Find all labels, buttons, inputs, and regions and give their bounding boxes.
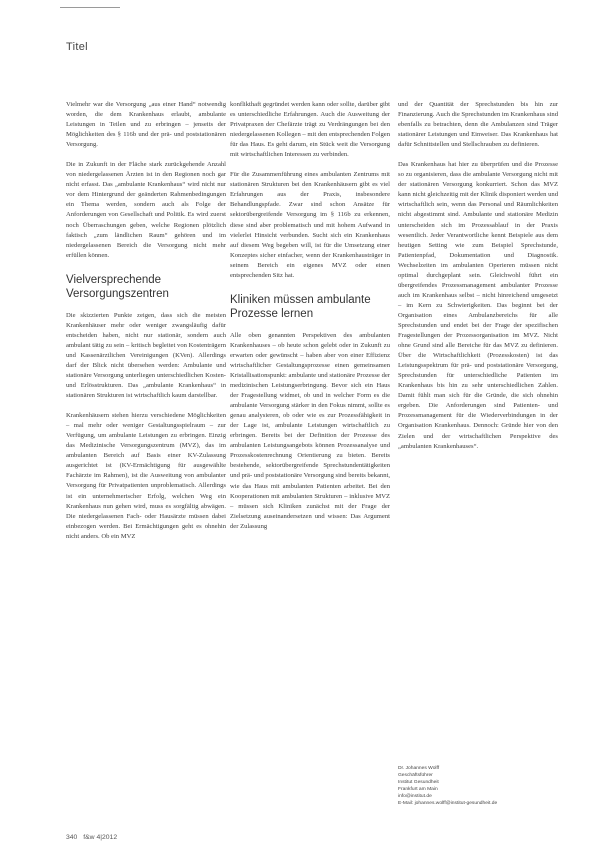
header-rule xyxy=(60,7,120,8)
page-header-title: Titel xyxy=(66,41,88,53)
paragraph: konflikthaft gegründet werden kann oder sollte, darüber gibt es unterschiedliche Erfahrungen. Auch die Ausweitung der Privatpraxen der Chefärzte trägt zu Verdrängungen bei den niedergelassenen Kollegen – mit den entsprechenden Folgen für das Haus. Es geht darum, ein Stück weit die Versorgung mit wirtschaftlichen Interessen zu verbinden. xyxy=(230,101,390,159)
issue-label: f&w 4|2012 xyxy=(83,834,118,841)
page-number: 340 xyxy=(66,834,78,841)
author-contact: info@institut.de xyxy=(398,794,432,799)
text-column-2 xyxy=(230,100,390,532)
paragraph: Die skizzierten Punkte zeigen, dass sich die meisten Krankenhäuser mehr oder weniger zwangsläufig dafür entscheiden haben, nicht nur stationär, sondern auch ambulant tätig zu sein – kritisch begleitet von Kostenträgern und Kassenärztlichen Vereinigungen (KVen). Allerdings darf der Blick nicht übersehen werden: Ambulante und stationäre Versorgung unterliegen unterschiedlichen Kosten- und Erlösstrukturen. Das „ambulante Krankenhaus“ in stationären Strukturen ist wirtschaftlich kaum darstellbar. xyxy=(66,311,226,400)
paragraph: Krankenhäusern stehen hierzu verschiedene Möglichkeiten – mal mehr oder weniger Gestaltungsspielraum – zur Verfügung, um ambulante Leistungen zu erbringen. Einzig das Medizinische Versorgungszentrum (MVZ), das im ambulanten Bereich auf Basis einer KV-Zulassung ausgerichtet ist (KV-Ermächtigung für ausgewählte Fachärzte im Rahmen), ist die Ausweitung von ambulanter Versorgung für Privatpatienten unproblematisch. Allerdings ist ein unternehmerischer Erfolg, welchen Weg ein Krankenhaus nun gehen wird, muss es sorgfältig abwägen. Die niedergelassenen Fach- oder Hausärzte müssen dabei einbezogen werden. Bei Ermächtigungen geht es ohnehin nicht anders. Ob ein MVZ xyxy=(66,412,226,540)
author-role: Geschäftsführer xyxy=(398,773,433,778)
section-heading: Kliniken müssen ambulante Prozesse lernen xyxy=(230,293,371,320)
paragraph: Alle oben genannten Perspektiven des ambulanten Krankenhauses – ob heute schon gelebt oder in Zukunft zu erwarten oder gewünscht – haben aber von einer Effizienz wirtschaftlicher Gestaltungsprozesse einen gemeinsamen Kristallisationspunkt: ambulante und stationäre Prozesse der medizinischen Leistungserbringung. Bevor sich ein Haus der Fragestellung widmet, ob und in welcher Form es die ambulante Versorgung stärker in den Fokus nimmt, sollte es genau analysieren, ob oder wie es zur Prozessfähigkeit in der Lage ist, ambulante Leistungen wirtschaftlich zu erbringen. Bereits bei der Definition der Prozesse des ambulanten Leistungsangebots können Prozessanalyse und Prozesskostenrechnung Orientierung zu bieten. Bereits bestehende, sektorübergreifende Sprechstundentätigkeiten und prä- und poststationäre Versorgung sind bereits bekannt, wie das Haus mit ambulanten Patienten arbeitet. Bei den Kooperationen mit ambulanten Strukturen – inklusive MVZ – müssen sich Kliniken zunächst mit der Frage der Zielsetzung auseinandersetzen und wissen: Das Argument der Zulassung xyxy=(230,331,390,530)
author-affiliation: Institut Gesundheit xyxy=(398,780,439,785)
author-name: Dr. Johannes Wolff xyxy=(398,766,440,771)
paragraph: Für die Zusammenführung eines ambulanten Zentrums mit stationären Strukturen bei den Krankenhäusern gibt es viel Erfahrungen aus der Praxis, insbesondere Behandlungspfade. Zwar sind schon Ansätze für sektorübergreifende Versorgung im § 116b zu erkennen, diese sind aber problematisch und mit hohem Aufwand in vielerlei Hinsicht verbunden. Sucht sich ein Krankenhaus auf diesem Weg begeben will, ist für die Umsetzung einer Konzeptes sicher einfacher, wenn der Krankenhausträger in seinem Bereich ein eigenes MVZ oder einen entsprechenden Sitz hat. xyxy=(230,171,390,279)
author-box xyxy=(398,765,568,807)
text-column-3 xyxy=(398,100,558,452)
paragraph: und der Quantität der Sprechstunden bis hin zur Finanzierung. Auch die Sprechstunden im Krankenhaus sind ebenfalls zu betrachten, denn die Ambulanzen sind Träger stationärer Leistungen und Einweiser. Das Krankenhaus hat dafür Schnittstellen und Stellschrauben zu definieren. xyxy=(398,101,558,149)
paragraph: Die in Zukunft in der Fläche stark zurückgehende Anzahl von niedergelassenen Ärzten ist in den Regionen noch gar nicht erfasst. Das „ambulante Krankenhaus“ wird nicht nur vor dem Hintergrund der geänderten Rahmenbedingungen ein Thema werden, sondern auch als Folge der Anforderungen von Gesellschaft und Politik. Es wird zuerst noch Überraschungen geben, welche Regionen plötzlich faktisch „zum ländlichen Raum“ gehören und im niedergelassenen Bereich die Versorgung nicht mehr erfüllen können. xyxy=(66,161,226,259)
author-city: Frankfurt am Main xyxy=(398,787,438,792)
page-footer xyxy=(66,834,121,841)
paragraph: Das Krankenhaus hat hier zu überprüfen und die Prozesse so zu organisieren, dass die ambulante Versorgung nicht mit der stationären Versorgung konkurriert. Schon das MVZ kann nicht gleichzeitig mit der Klinik disponiert werden und wirtschaftlich sein, wenn das Personal und Räumlichkeiten nicht abgestimmt sind. Ambulante und stationäre Medizin unterscheiden sich im Prozessablauf in der Praxis wesentlich. Jeder Verantwortliche kennt Beispiele aus dem heutigen Setting wie zum Beispiel Sprechstunde, Patientenpfad, Dokumentation und Diagnostik. Wechselzeiten im ambulanten Operieren müssen nicht optimal durchgeplant sein. Gleichwohl führt ein übergreifendes Prozessmanagement ambulanter Prozesse auch im Krankenhaus selbst – nicht hinreichend umgesetzt – im Kern zu Schwierigkeiten. Das beginnt bei der Organisation eines Ambulanzbereichs für alle Sprechstunden und endet bei der Frage der spezifischen Fragestellungen der Prozessorganisation im MVZ. Nicht ohne Grund sind alle Bereiche für das MVZ zu definieren. Über die Wirtschaftlichkeit (Prozesskosten) ist das Leistungsspektrum für prä- und poststationäre Versorgung, Sprechstunden für unterschiedliche Patienten im Krankenhaus bis hin zu sehr unterschiedlichen Zahlen. Damit fühlt man sich für die Gründe, die sich ohnehin ergeben. Die Anforderungen sind Patienten- und Prozessmanagement für die Wiederverbindungen in der Organisation Krankenhaus. Dennoch: Gründe hier von den Zielen und der wirtschaftlichen Perspektive des „ambulanten Krankenhauses“. xyxy=(398,161,558,450)
author-email: E-Mail: johannes.wolff@institut-gesundheit.de xyxy=(398,801,498,806)
paragraph: Vielmehr war die Versorgung „aus einer Hand“ notwendig worden, die dem Krankenhaus erlaubt, ambulante Leistungen in Teilen und zu erbringen – jenseits der Möglichkeiten des § 116b und der prä- und poststationären Versorgung. xyxy=(66,101,226,149)
section-heading: Vielversprechende Versorgungszentren xyxy=(66,273,169,300)
text-column-1 xyxy=(66,100,226,542)
